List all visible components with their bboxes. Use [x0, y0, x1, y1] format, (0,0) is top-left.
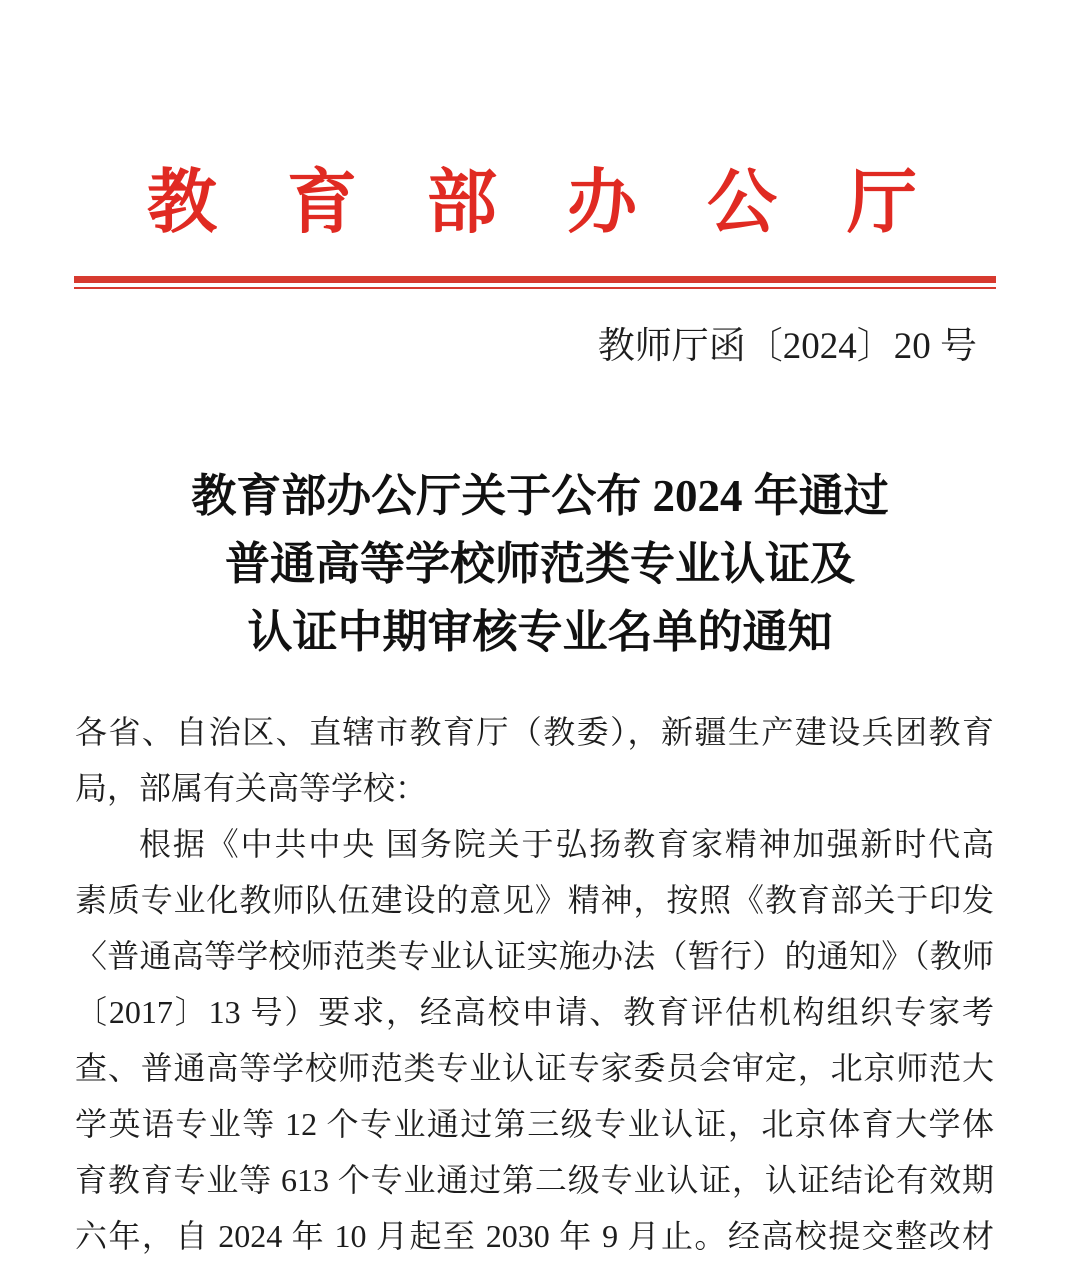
title-line-2: 普通高等学校师范类专业认证及 — [224, 539, 855, 589]
body-line-8: 学英语专业等 12 个专业通过第三级专业认证，北京体育大学体 — [75, 1106, 994, 1142]
red-rule-thin — [74, 287, 996, 289]
body-line-5: 〈普通高等学校师范类专业认证实施办法（暂行）的通知》（教师 — [75, 938, 994, 974]
body-line-3: 根据《中共中央 国务院关于弘扬教育家精神加强新时代高 — [139, 826, 994, 862]
body-line-4: 素质专业化教师队伍建设的意见》精神，按照《教育部关于印发 — [75, 882, 994, 918]
letterhead-rules — [74, 276, 996, 289]
title-line-3: 认证中期审核专业名单的通知 — [247, 607, 833, 657]
body-line-2: 局，部属有关高等学校： — [75, 770, 428, 806]
document-number: 教师厅函〔2024〕20 号 — [597, 326, 977, 367]
body-line-10: 六年，自 2024 年 10 月起至 2030 年 9 月止。经高校提交整改材 — [75, 1218, 994, 1254]
body-line-7: 查、普通高等学校师范类专业认证专家委员会审定，北京师范大 — [75, 1050, 994, 1086]
red-rule-thick — [74, 276, 996, 283]
body-line-9: 育教育专业等 613 个专业通过第二级专业认证，认证结论有效期 — [75, 1162, 994, 1198]
title-line-1: 教育部办公厅关于公布 2024 年通过 — [191, 471, 889, 521]
body-line-6: 〔2017〕13 号）要求，经高校申请、教育评估机构组织专家考 — [75, 994, 994, 1030]
body-line-1: 各省、自治区、直辖市教育厅（教委），新疆生产建设兵团教育 — [75, 714, 994, 750]
agency-letterhead-title: 教育部办公厅 — [147, 165, 987, 242]
document-title — [0, 462, 1080, 666]
document-body — [0, 704, 1080, 1264]
